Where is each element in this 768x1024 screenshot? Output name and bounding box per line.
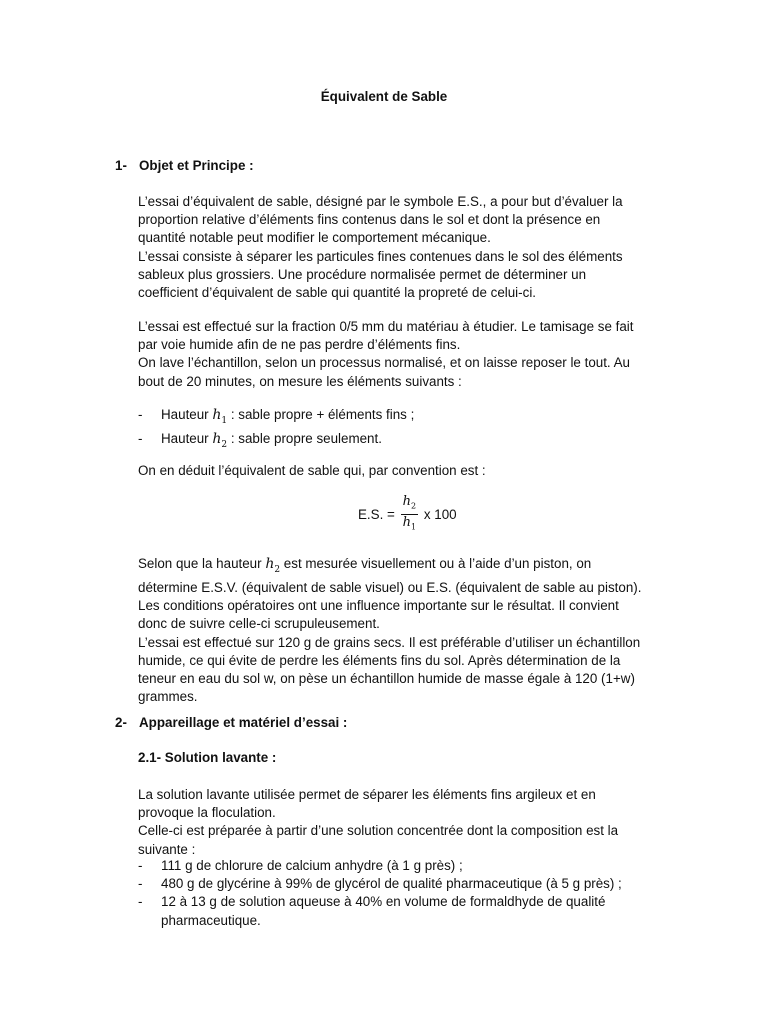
text-line: sableux plus grossiers. Une procédure normalisée permet de déterminer un [138,266,587,282]
bullet-text: 12 à 13 g de solution aqueuse à 40% en volume de formaldhyde de qualité [161,894,606,910]
text-line: Les conditions opératoires ont une influence importante sur le résultat. Il convient [138,598,619,614]
subsection-2-1-heading: 2.1- Solution lavante : [138,750,277,765]
bullet-text: 111 g de chlorure de calcium anhydre (à 1 g près) ; [161,858,463,873]
section-2-paragraph-1 [138,786,658,859]
document-title: Équivalent de Sable [320,89,448,104]
height-bullet-list [138,406,678,454]
section-1-paragraph-3 [138,462,658,480]
text-line: humide, ce qui évite de perdre les éléments fins du sol. Après détermination de la [138,652,621,668]
math-variable: $h_2$ [212,431,228,450]
text-line: La solution lavante utilisée permet de séparer les éléments fins argileux et en [138,787,596,802]
fraction-denominator: $h_1$ [402,514,417,532]
text-line: provoque la floculation. [138,805,276,821]
bullet-text: pharmaceutique. [161,912,261,928]
bullet-text: Hauteur [161,431,213,446]
text-line: L’essai d’équivalent de sable, désigné par le symbole E.S., a pour but d’évaluer la [138,194,623,209]
text-line: proportion relative d’éléments fins contenus dans le sol et dont la présence en [138,212,601,228]
fraction-numerator: $h_2$ [402,494,417,511]
bullet-text: : sable propre seulement. [227,431,382,446]
text-line: grammes. [138,689,198,705]
bullet-dash: - [138,876,143,892]
text-line: On lave l’échantillon, selon un processus normalisé, et on laisse reposer le tout. Au [138,355,631,371]
composition-bullet-list [138,857,678,930]
section-1-paragraph-1 [138,193,658,302]
formula-rhs: x 100 [423,506,457,522]
es-formula [358,494,457,534]
math-variable: $h_2$ [265,556,281,575]
section-2-title: Appareillage et matériel d’essai : [139,715,348,730]
bullet-dash: - [138,407,143,422]
text-line: On en déduit l’équivalent de sable qui, par convention est : [138,463,486,478]
section-2-number: 2- [115,715,127,730]
list-item [138,857,678,875]
text-line: par voie humide afin de ne pas perdre d’éléments fins. [138,337,461,353]
text-line: L’essai est effectué sur la fraction 0/5 mm du matériau à étudier. Le tamisage se fait [138,319,634,334]
section-1-number: 1- [115,158,127,173]
bullet-text: : sable propre + éléments fins ; [227,407,415,422]
text-line: Selon que la hauteur $h_2$ est mesurée visuellement ou à l’aide d’un piston, on [138,556,592,575]
math-variable: $h_1$ [212,407,228,426]
text-line: Celle-ci est préparée à partir d’une solution concentrée dont la composition est la [138,823,619,839]
section-1-title: Objet et Principe : [139,158,254,173]
bullet-dash: - [138,431,143,446]
bullet-dash: - [138,858,143,873]
list-item [138,893,678,929]
formula-lhs: E.S. = [358,506,395,522]
text-line: L’essai consiste à séparer les particules fines contenues dans le sol des éléments [138,248,623,264]
text-line: bout de 20 minutes, on mesure les éléments suivants : [138,373,462,389]
text-line: donc de suivre celle-ci scrupuleusement. [138,616,380,632]
text-line: coefficient d’équivalent de sable qui quantité la propreté de celui-ci. [138,285,537,301]
formula-fraction [401,494,418,534]
section-1-paragraph-4 [138,555,658,706]
text-line: quantité notable peut modifier le comportement mécanique. [138,230,491,246]
text-line: détermine E.S.V. (équivalent de sable visuel) ou E.S. (équivalent de sable au piston). [138,580,642,595]
text-line: teneur en eau du sol w, on pèse un échantillon humide de masse égale à 120 (1+w) [138,671,635,687]
bullet-text: 480 g de glycérine à 99% de glycérol de qualité pharmaceutique (à 5 g près) ; [161,876,622,892]
bullet-dash: - [138,894,143,910]
list-item [138,406,678,430]
text-line: suivante : [138,841,196,857]
section-1-paragraph-2 [138,318,658,391]
section-1-heading [115,158,254,173]
bullet-text: Hauteur [161,407,213,422]
list-item [138,430,678,454]
list-item [138,875,678,893]
section-2-heading [115,715,347,730]
text-line: L’essai est effectué sur 120 g de grains secs. Il est préférable d’utiliser un échantillon [138,634,641,650]
